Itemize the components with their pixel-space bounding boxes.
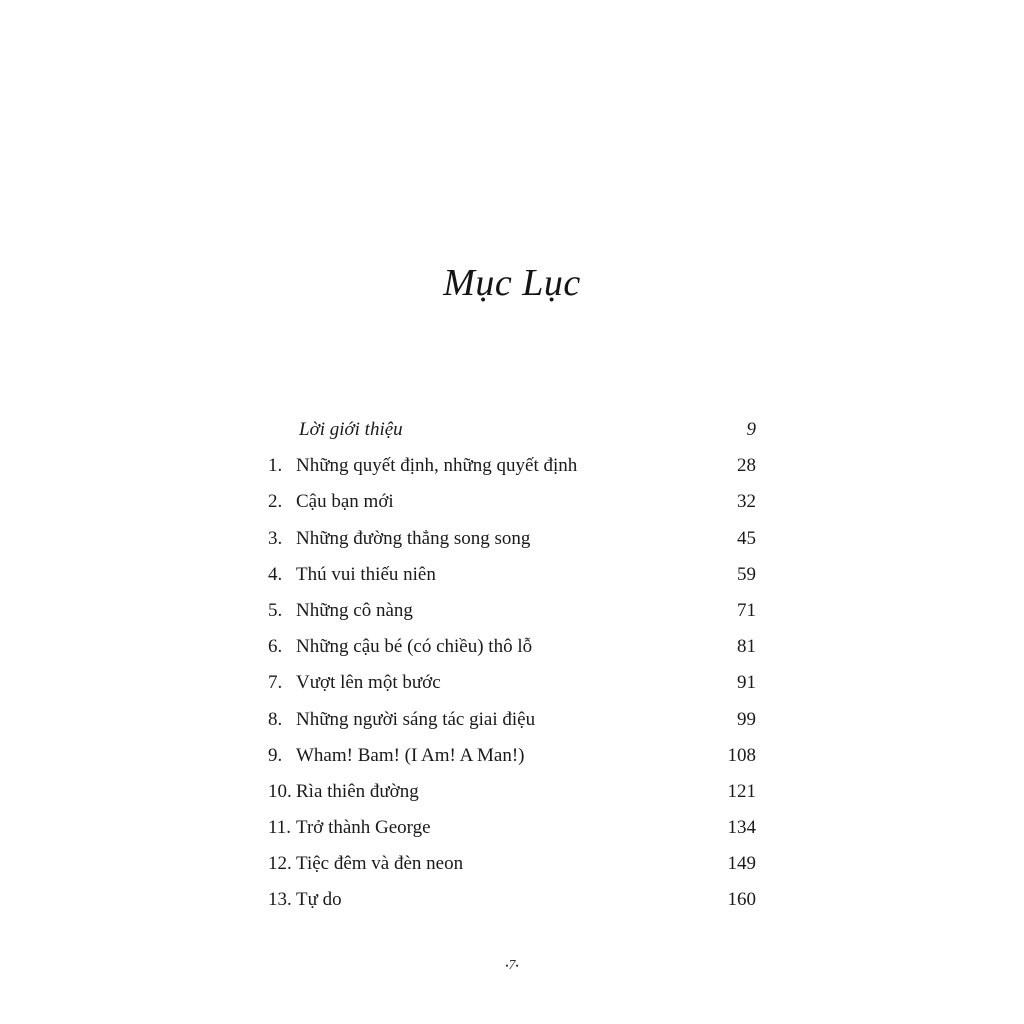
toc-entry-number: 10. — [268, 780, 292, 802]
toc-entry-number: 12. — [268, 853, 292, 875]
toc-entry-label: Những người sáng tác giai điệu — [296, 708, 536, 730]
toc-entry — [268, 484, 756, 520]
page-number — [0, 958, 1024, 974]
toc-entry-page: 91 — [737, 672, 756, 694]
folio-number: 7 — [508, 958, 516, 973]
toc-entry-number: 11. — [268, 817, 292, 839]
toc-entry-label: Lời giới thiệu — [299, 419, 403, 440]
toc-entry-label: Rìa thiên đường — [296, 780, 419, 802]
toc-entry-number: 8. — [268, 708, 283, 730]
folio-ornament-left: • — [505, 960, 509, 971]
toc-entry-label: Trở thành George — [296, 817, 431, 839]
toc-entry-label: Tiệc đêm và đèn neon — [296, 853, 464, 875]
toc-entry-number: 6. — [268, 636, 283, 658]
toc-entry-page: 71 — [737, 599, 756, 621]
toc-entry — [268, 629, 756, 665]
toc-entry — [268, 665, 756, 701]
toc-entry-page: 81 — [737, 636, 756, 658]
toc-entry — [268, 774, 756, 810]
toc-entry-label: Thú vui thiếu niên — [296, 563, 436, 585]
toc-entry-number: 4. — [268, 563, 283, 585]
toc-entry-label: Cậu bạn mới — [296, 491, 394, 513]
toc-entry — [268, 846, 756, 882]
toc-entry-number: 7. — [268, 672, 283, 694]
toc-entry-label: Vượt lên một bước — [296, 672, 441, 694]
toc-entry-number: 1. — [268, 455, 283, 477]
toc-entry-label: Những cô nàng — [296, 599, 413, 621]
toc-entry — [268, 557, 756, 593]
toc-entry-label: Những quyết định, những quyết định — [296, 455, 578, 477]
toc-entry-page: 134 — [727, 817, 756, 839]
toc-entry-page: 45 — [737, 527, 756, 549]
table-of-contents — [268, 412, 756, 919]
toc-entry-page: 59 — [737, 563, 756, 585]
toc-entry-label: Những cậu bé (có chiều) thô lỗ — [296, 636, 533, 658]
toc-entry-number: 3. — [268, 527, 283, 549]
toc-entry — [268, 738, 756, 774]
toc-entry-label: Tự do — [296, 889, 342, 911]
toc-entry-page: 28 — [737, 455, 756, 477]
toc-entry-label: Wham! Bam! (I Am! A Man!) — [296, 744, 525, 766]
toc-entry-number: 5. — [268, 599, 283, 621]
folio-ornament-right: • — [515, 960, 519, 971]
toc-entry — [268, 593, 756, 629]
toc-entry-page: 32 — [737, 491, 756, 513]
toc-entry-number: 2. — [268, 491, 283, 513]
toc-entry-page: 121 — [727, 780, 756, 802]
toc-entry-number: 13. — [268, 889, 292, 911]
toc-entry-page: 99 — [737, 708, 756, 730]
toc-entry-number: 9. — [268, 744, 283, 766]
toc-entry-page: 9 — [746, 419, 756, 440]
toc-entry-page: 149 — [727, 853, 756, 875]
toc-entry-page: 160 — [727, 889, 756, 911]
toc-entry-page: 108 — [727, 744, 756, 766]
toc-entry — [268, 448, 756, 484]
page-title: Mục Lục — [443, 262, 581, 304]
toc-entry — [268, 702, 756, 738]
toc-entry-label: Những đường thẳng song song — [296, 527, 531, 549]
toc-entry-intro — [268, 412, 756, 448]
toc-entry — [268, 882, 756, 918]
toc-entry — [268, 521, 756, 557]
toc-entry — [268, 810, 756, 846]
